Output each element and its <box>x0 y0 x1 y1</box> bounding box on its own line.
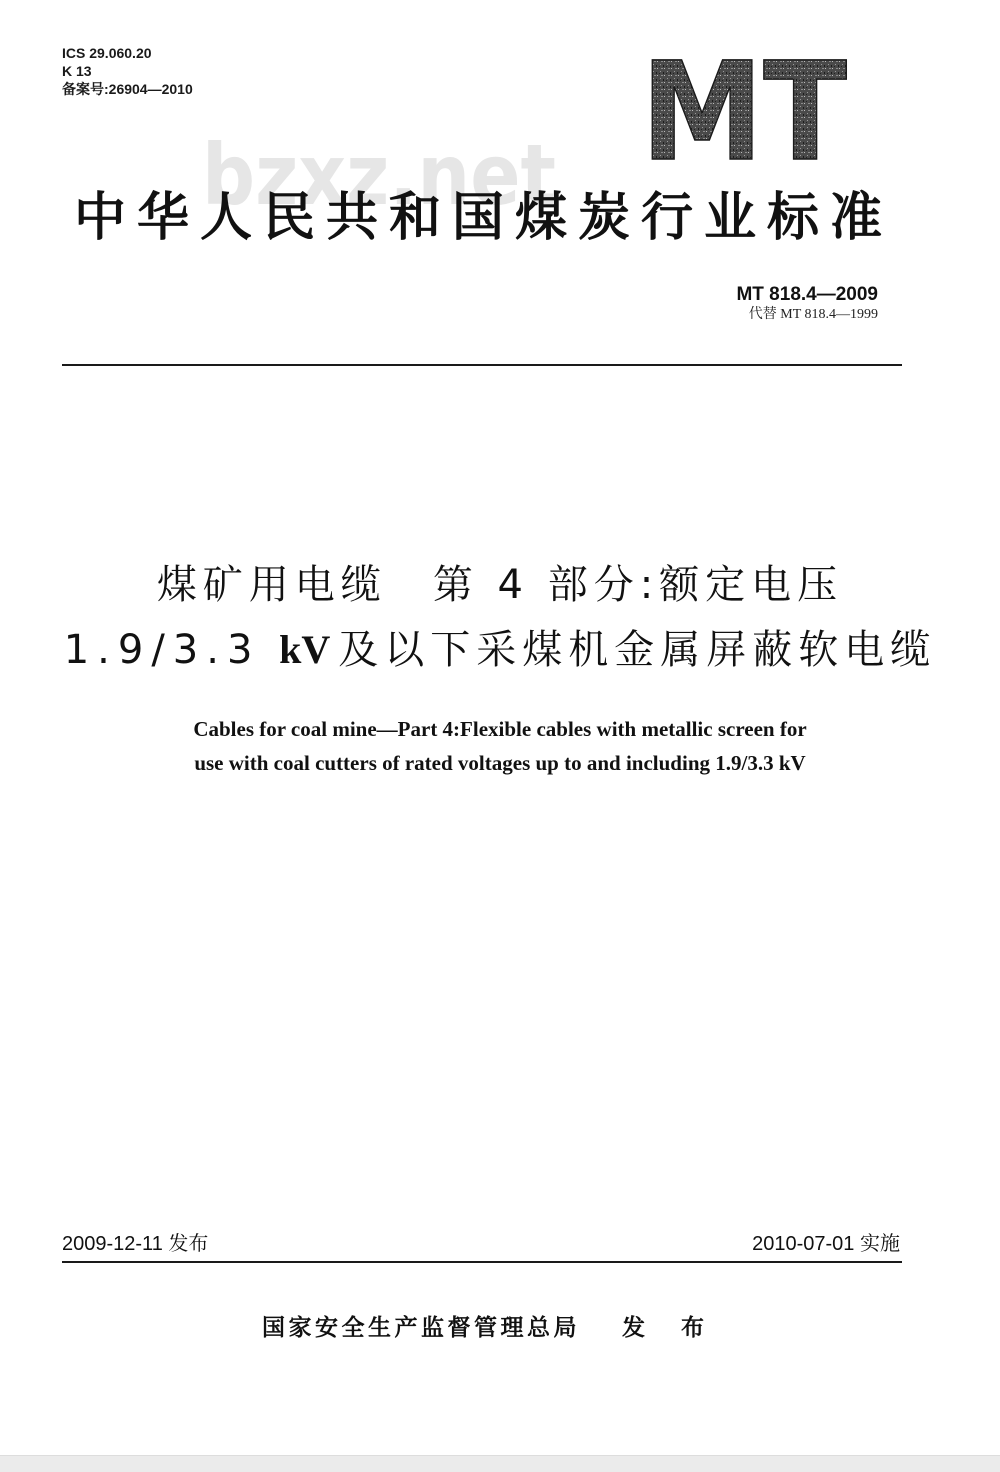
zh-title-line-1 <box>0 562 1000 608</box>
mt-logo <box>638 56 850 164</box>
zh-title-line-2-text: 及以下采煤机金属屏蔽软电缆 <box>338 627 937 673</box>
ics-code: ICS 29.060.20 <box>62 45 152 61</box>
classification-block <box>62 44 193 98</box>
divider-top <box>62 364 902 366</box>
page-bottom-band <box>0 1455 1000 1472</box>
logo-text: MT <box>641 56 848 164</box>
standard-number-block <box>736 284 878 324</box>
voltage-value: 1.9/3.3 <box>63 627 261 673</box>
zh-title-part-1: 煤矿用电缆 <box>156 562 387 608</box>
implementation-date: 2010-07-01 实施 <box>752 1233 900 1255</box>
publisher-action: 发 布 <box>622 1315 719 1341</box>
filing-number: 备案号:26904—2010 <box>62 81 193 97</box>
replaces-standard: 代替 MT 818.4—1999 <box>748 307 878 322</box>
standard-category-title: 中华人民共和国煤炭行业标准 <box>74 188 894 248</box>
divider-bottom <box>62 1261 902 1263</box>
publisher-name: 国家安全生产监督管理总局 <box>262 1315 580 1341</box>
standard-number: MT 818.4—2009 <box>736 284 878 305</box>
zh-title-line-2 <box>0 627 1000 673</box>
issue-date: 2009-12-11 发布 <box>62 1233 209 1255</box>
ccs-code: K 13 <box>62 63 92 79</box>
en-title-line-1: Cables for coal mine—Part 4:Flexible cables with metallic screen for <box>193 717 807 741</box>
voltage-unit: kV <box>279 627 331 672</box>
en-title-line-2: use with coal cutters of rated voltages up to and including 1.9/3.3 kV <box>194 751 806 775</box>
watermark-text: bzxz.net <box>202 134 556 218</box>
publisher-line <box>262 1317 718 1340</box>
zh-title-part-2: 第 4 部分:额定电压 <box>432 562 844 608</box>
